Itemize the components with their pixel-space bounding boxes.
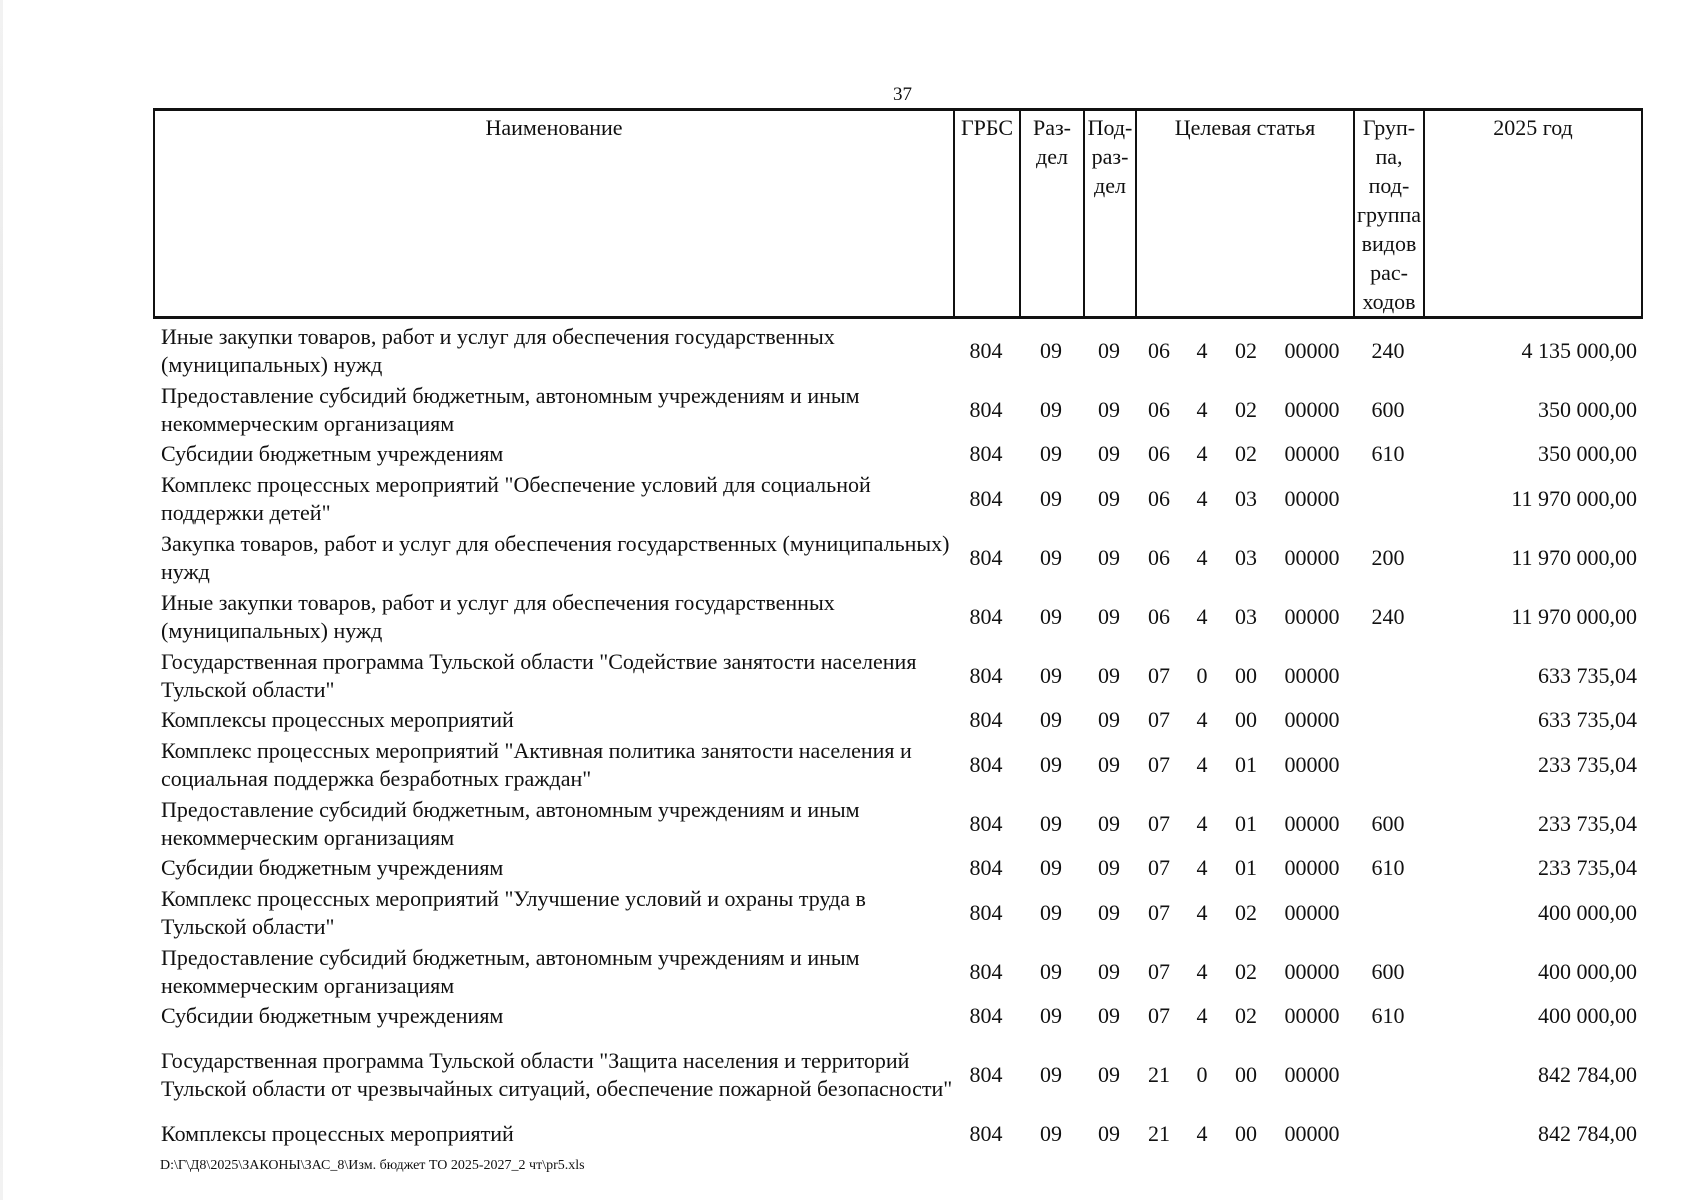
row-target-program: 07 <box>1148 751 1170 777</box>
row-razdel: 09 <box>1040 337 1062 363</box>
row-name: Комплексы процессных мероприятий <box>161 1121 514 1146</box>
row-expense-group: 610 <box>1371 441 1405 466</box>
row-target-subprogram: 00 <box>1235 1121 1257 1146</box>
row-target-direction: 00000 <box>1284 1062 1340 1087</box>
row-target-program: 21 <box>1148 1062 1170 1087</box>
table-row <box>153 1031 1641 1119</box>
row-expense-group: 600 <box>1371 810 1405 836</box>
table-row <box>153 380 1641 439</box>
row-name: Субсидии бюджетным учреждениям <box>161 1003 504 1028</box>
row-sum-2025: 400 000,00 <box>1538 899 1637 925</box>
row-target-subprogram: 02 <box>1235 396 1257 422</box>
row-razdel: 09 <box>1040 544 1062 570</box>
header-podrazdel-line: дел <box>1094 173 1126 198</box>
row-podrazdel: 09 <box>1098 396 1120 422</box>
row-sum-2025: 400 000,00 <box>1538 958 1637 984</box>
row-target-type: 4 <box>1196 958 1208 984</box>
header-group-line: Груп- <box>1362 115 1416 140</box>
row-grbs: 804 <box>969 958 1003 984</box>
row-podrazdel: 09 <box>1098 899 1120 925</box>
header-razdel-line: Раз- <box>1032 115 1072 140</box>
row-razdel: 09 <box>1040 855 1062 880</box>
row-target-direction: 00000 <box>1284 810 1340 836</box>
row-sum-2025: 233 735,04 <box>1538 855 1637 880</box>
row-podrazdel: 09 <box>1098 958 1120 984</box>
table-row <box>153 853 1641 883</box>
row-target-type: 4 <box>1196 707 1208 732</box>
row-expense-group: 200 <box>1371 544 1405 570</box>
table-row <box>153 528 1641 587</box>
row-podrazdel: 09 <box>1098 1062 1120 1087</box>
row-target-program: 07 <box>1148 899 1170 925</box>
row-grbs: 804 <box>969 751 1003 777</box>
row-podrazdel: 09 <box>1098 603 1120 629</box>
row-target-program: 06 <box>1148 396 1170 422</box>
row-sum-2025: 11 970 000,00 <box>1511 544 1637 570</box>
row-target-type: 4 <box>1196 1003 1208 1028</box>
table-row <box>153 587 1641 646</box>
row-podrazdel: 09 <box>1098 485 1120 511</box>
table-row <box>153 1001 1641 1031</box>
row-target-type: 0 <box>1196 1062 1208 1087</box>
row-name: Субсидии бюджетным учреждениям <box>161 441 504 466</box>
row-podrazdel: 09 <box>1098 810 1120 836</box>
row-target-subprogram: 02 <box>1235 958 1257 984</box>
header-razdel-line: дел <box>1036 144 1068 169</box>
row-target-type: 4 <box>1196 855 1208 880</box>
row-name: Иные закупки товаров, работ и услуг для обеспечения государственных (муниципальных) нужд <box>161 589 835 643</box>
row-sum-2025: 633 735,04 <box>1538 707 1637 732</box>
row-razdel: 09 <box>1040 485 1062 511</box>
row-podrazdel: 09 <box>1098 1121 1120 1146</box>
row-name: Комплекс процессных мероприятий "Активная политика занятости населения и социальная поддержка безработных граждан" <box>161 737 912 791</box>
header-group-line: рас- <box>1370 260 1408 285</box>
row-grbs: 804 <box>969 1003 1003 1028</box>
table-row <box>153 794 1641 853</box>
table-row <box>153 469 1641 528</box>
row-sum-2025: 233 735,04 <box>1538 810 1637 836</box>
row-target-direction: 00000 <box>1284 855 1340 880</box>
row-razdel: 09 <box>1040 1062 1062 1087</box>
row-grbs: 804 <box>969 544 1003 570</box>
row-name: Предоставление субсидий бюджетным, автономным учреждениям и иным некоммерческим организациям <box>161 796 860 850</box>
row-name: Комплекс процессных мероприятий "Улучшение условий и охраны труда в Тульской области" <box>161 885 866 939</box>
table-row <box>153 1119 1641 1149</box>
row-target-direction: 00000 <box>1284 1121 1340 1146</box>
table-row <box>153 705 1641 735</box>
header-year: 2025 год <box>1424 110 1642 318</box>
row-name: Комплекс процессных мероприятий "Обеспечение условий для социальной поддержки детей" <box>161 471 871 525</box>
row-target-subprogram: 03 <box>1235 603 1257 629</box>
row-razdel: 09 <box>1040 810 1062 836</box>
row-sum-2025: 11 970 000,00 <box>1511 603 1637 629</box>
row-name: Субсидии бюджетным учреждениям <box>161 855 504 880</box>
header-target: Целевая статья <box>1136 110 1354 318</box>
row-target-program: 06 <box>1148 441 1170 466</box>
row-grbs: 804 <box>969 662 1003 688</box>
row-name: Иные закупки товаров, работ и услуг для обеспечения государственных (муниципальных) нужд <box>161 323 835 377</box>
row-target-direction: 00000 <box>1284 603 1340 629</box>
row-target-direction: 00000 <box>1284 441 1340 466</box>
row-expense-group: 600 <box>1371 958 1405 984</box>
row-target-type: 4 <box>1196 396 1208 422</box>
row-target-direction: 00000 <box>1284 751 1340 777</box>
row-target-program: 07 <box>1148 662 1170 688</box>
row-podrazdel: 09 <box>1098 707 1120 732</box>
row-sum-2025: 11 970 000,00 <box>1511 485 1637 511</box>
row-grbs: 804 <box>969 1121 1003 1146</box>
table-row <box>153 321 1641 380</box>
row-target-direction: 00000 <box>1284 544 1340 570</box>
table-row <box>153 646 1641 705</box>
row-target-program: 06 <box>1148 603 1170 629</box>
row-sum-2025: 350 000,00 <box>1538 441 1637 466</box>
row-target-type: 4 <box>1196 544 1208 570</box>
row-target-program: 07 <box>1148 1003 1170 1028</box>
table-row <box>153 942 1641 1001</box>
row-target-subprogram: 03 <box>1235 544 1257 570</box>
row-grbs: 804 <box>969 603 1003 629</box>
row-sum-2025: 842 784,00 <box>1538 1121 1637 1146</box>
header-group-line: под- <box>1368 173 1410 198</box>
row-podrazdel: 09 <box>1098 1003 1120 1028</box>
row-razdel: 09 <box>1040 707 1062 732</box>
file-path-footer: D:\Г\Д8\2025\ЗАКОНЫ\ЗАС_8\Изм. бюджет ТО 2025-2027_2 чт\pr5.xls <box>160 1158 585 1173</box>
scan-edge <box>0 0 3 1200</box>
row-target-subprogram: 00 <box>1235 662 1257 688</box>
row-grbs: 804 <box>969 899 1003 925</box>
row-grbs: 804 <box>969 707 1003 732</box>
row-target-subprogram: 02 <box>1235 337 1257 363</box>
row-sum-2025: 633 735,04 <box>1538 662 1637 688</box>
row-target-program: 07 <box>1148 810 1170 836</box>
row-name: Предоставление субсидий бюджетным, автономным учреждениям и иным некоммерческим организациям <box>161 382 860 436</box>
row-target-subprogram: 02 <box>1235 899 1257 925</box>
row-target-type: 4 <box>1196 337 1208 363</box>
row-name: Закупка товаров, работ и услуг для обеспечения государственных (муниципальных) нужд <box>161 530 950 584</box>
row-name: Государственная программа Тульской области "Защита населения и территорий Тульской области от чрезвычайных ситуаций, обеспечение пожарной безопасности" <box>161 1048 953 1101</box>
header-grbs: ГРБС <box>954 110 1020 318</box>
row-podrazdel: 09 <box>1098 337 1120 363</box>
row-sum-2025: 4 135 000,00 <box>1521 337 1637 363</box>
row-target-subprogram: 03 <box>1235 485 1257 511</box>
row-target-type: 4 <box>1196 751 1208 777</box>
header-podrazdel-line: раз- <box>1091 144 1129 169</box>
header-group-line: группа <box>1357 202 1422 227</box>
row-razdel: 09 <box>1040 662 1062 688</box>
row-target-program: 07 <box>1148 707 1170 732</box>
row-grbs: 804 <box>969 1062 1003 1087</box>
header-podrazdel-line: Под- <box>1087 115 1133 140</box>
row-target-direction: 00000 <box>1284 1003 1340 1028</box>
row-sum-2025: 350 000,00 <box>1538 396 1637 422</box>
row-target-direction: 00000 <box>1284 396 1340 422</box>
row-grbs: 804 <box>969 441 1003 466</box>
row-grbs: 804 <box>969 810 1003 836</box>
row-grbs: 804 <box>969 485 1003 511</box>
row-target-type: 4 <box>1196 1121 1208 1146</box>
row-podrazdel: 09 <box>1098 441 1120 466</box>
header-group-line: видов <box>1361 231 1417 256</box>
row-razdel: 09 <box>1040 1121 1062 1146</box>
row-expense-group: 610 <box>1371 855 1405 880</box>
row-name: Предоставление субсидий бюджетным, автономным учреждениям и иным некоммерческим организациям <box>161 944 860 998</box>
row-expense-group: 240 <box>1371 337 1405 363</box>
row-target-type: 4 <box>1196 810 1208 836</box>
row-podrazdel: 09 <box>1098 662 1120 688</box>
row-grbs: 804 <box>969 396 1003 422</box>
table-row <box>153 883 1641 942</box>
table-header <box>153 108 1643 319</box>
row-target-type: 4 <box>1196 603 1208 629</box>
row-razdel: 09 <box>1040 396 1062 422</box>
row-sum-2025: 400 000,00 <box>1538 1003 1637 1028</box>
table-body <box>153 321 1641 1149</box>
row-name: Государственная программа Тульской области "Содействие занятости населения Тульской области" <box>161 648 917 702</box>
header-group-line: ходов <box>1362 289 1416 314</box>
row-target-program: 07 <box>1148 958 1170 984</box>
row-sum-2025: 842 784,00 <box>1538 1062 1637 1087</box>
row-name: Комплексы процессных мероприятий <box>161 707 514 732</box>
row-target-subprogram: 02 <box>1235 441 1257 466</box>
row-expense-group: 610 <box>1371 1003 1405 1028</box>
row-expense-group: 240 <box>1371 603 1405 629</box>
row-razdel: 09 <box>1040 603 1062 629</box>
row-razdel: 09 <box>1040 1003 1062 1028</box>
row-target-program: 21 <box>1148 1121 1170 1146</box>
header-podrazdel <box>1084 110 1136 318</box>
page-number: 37 <box>893 84 912 105</box>
row-target-subprogram: 01 <box>1235 810 1257 836</box>
row-razdel: 09 <box>1040 958 1062 984</box>
row-target-direction: 00000 <box>1284 662 1340 688</box>
row-target-direction: 00000 <box>1284 337 1340 363</box>
header-name: Наименование <box>154 110 954 318</box>
row-target-subprogram: 00 <box>1235 1062 1257 1087</box>
row-target-program: 06 <box>1148 485 1170 511</box>
row-target-subprogram: 00 <box>1235 707 1257 732</box>
table-row <box>153 439 1641 469</box>
row-target-type: 4 <box>1196 899 1208 925</box>
row-target-direction: 00000 <box>1284 485 1340 511</box>
row-target-type: 0 <box>1196 662 1208 688</box>
row-podrazdel: 09 <box>1098 751 1120 777</box>
row-target-subprogram: 02 <box>1235 1003 1257 1028</box>
row-grbs: 804 <box>969 855 1003 880</box>
row-podrazdel: 09 <box>1098 544 1120 570</box>
row-target-program: 06 <box>1148 544 1170 570</box>
row-podrazdel: 09 <box>1098 855 1120 880</box>
row-target-direction: 00000 <box>1284 707 1340 732</box>
row-target-subprogram: 01 <box>1235 751 1257 777</box>
table-row <box>153 735 1641 794</box>
row-target-type: 4 <box>1196 441 1208 466</box>
row-razdel: 09 <box>1040 751 1062 777</box>
row-target-subprogram: 01 <box>1235 855 1257 880</box>
row-grbs: 804 <box>969 337 1003 363</box>
row-target-direction: 00000 <box>1284 899 1340 925</box>
header-group-line: па, <box>1375 144 1403 169</box>
row-target-direction: 00000 <box>1284 958 1340 984</box>
header-group <box>1354 110 1424 318</box>
row-target-type: 4 <box>1196 485 1208 511</box>
row-razdel: 09 <box>1040 899 1062 925</box>
header-razdel <box>1020 110 1084 318</box>
row-target-program: 07 <box>1148 855 1170 880</box>
row-sum-2025: 233 735,04 <box>1538 751 1637 777</box>
row-expense-group: 600 <box>1371 396 1405 422</box>
row-target-program: 06 <box>1148 337 1170 363</box>
row-razdel: 09 <box>1040 441 1062 466</box>
